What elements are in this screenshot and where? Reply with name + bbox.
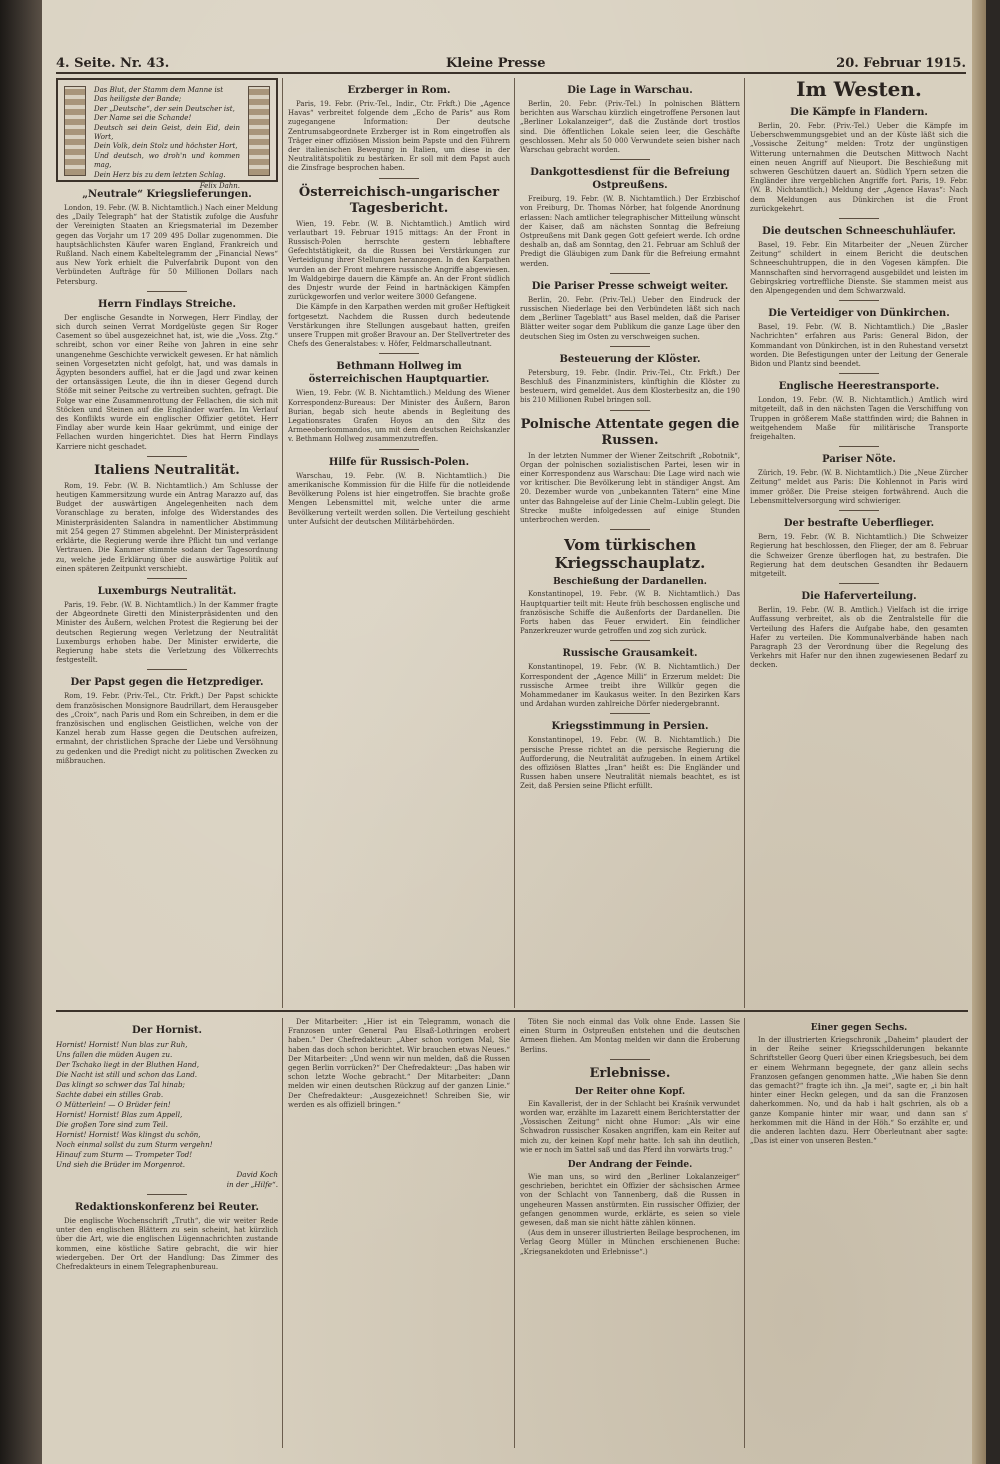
article-text: Zürich, 19. Febr. (W. B. Nichtamtlich.) Die „Neue Zürcher Zeitung“ meldet aus Paris: Die Kohlennot in Paris wird immer größer. Die Preise steigen fortwährend. Auch die Lebensmittelversorgung wird schwieriger. (750, 469, 968, 505)
poem-box (56, 78, 278, 191)
masthead: Kleine Presse (446, 56, 546, 71)
article-text: Der Mitarbeiter: „Hier ist ein Telegramm, wonach die Franzosen unter General Pau Elsaß-Lothringen erobert haben.“ Der Chefredakteur: „Aber schon vorigen Mal, Sie haben das doch schon berichtet. Wir brauchen etwas Neues.“ Der Mitarbeiter: „Und wenn wir nun melden, daß die Russen gegen Berlin vorrücken?“ Der Chefredakteur: „Das haben wir schon letzte Woche gebracht.“ Der Mitarbeiter: „Dann melden wir einen deutschen Rückzug auf der ganzen Linie.“ Der Chefredakteur: „Ausgezeichnet! Schreiben Sie, wir werden es als offiziell bringen.“ (288, 1018, 510, 1109)
article-title: Der Papst gegen die Hetzprediger. (70, 677, 264, 689)
article-text: Konstantinopel, 19. Febr. (W. B. Nichtamtlich.) Die persische Presse richtet an die persische Regierung die Aufforderung, die Neutralität aufzugeben. In einem Artikel des offiziösen Blattes „Iran“ heißt es: Die Engländer und Russen haben unsere Neutralität niemals beachtet, es ist Zeit, daß Persien seine Pflicht erfüllt. (520, 736, 740, 791)
separator (610, 1059, 650, 1060)
newspaper-page (42, 0, 986, 1464)
article-text: Bern, 19. Febr. (W. B. Nichtamtlich.) Die Schweizer Regierung hat beschlossen, den Flieger, der am 8. Februar die Schweizer Grenze überflogen hat, zu bestrafen. Die Regierung hat dem deutschen Gesandten ihr Bedauern mitgeteilt. (750, 533, 968, 578)
separator (610, 410, 650, 411)
poem-line: Sachte dabei ein stilles Grab. (56, 1090, 164, 1099)
column-rule (282, 78, 283, 1008)
separator (379, 353, 419, 354)
article-text: Rom, 19. Febr. (W. B. Nichtamtlich.) Am Schlusse der heutigen Kammersitzung wurde ein Antrag Marazzo auf, das Budget der auswärtigen Angelegenheiten nach dem Voranschlage zu beraten, infolge des Widerstandes des Ministerpräsidenten Salandra in namentlicher Abstimmung mit 254 gegen 27 Stimmen abgelehnt. Der Ministerpräsident erklärte, die Regierung werde ihre Pflicht tun und verlange Vertrauen. Die Kammer stimmte sodann der Tagesordnung zu, welche jede Erklärung über die auswärtige Politik auf einen späteren Zeitpunkt verschiebt. (56, 481, 278, 573)
article-text: Freiburg, 19. Febr. (W. B. Nichtamtlich.) Der Erzbischof von Freiburg, Dr. Thomas Nörber, hat folgende Anordnung erlassen: Nach amtlicher telegraphischer Mitteilung wünscht der Kaiser, daß am nächsten Sonntag die Befreiung Ostpreußens mit Dank gegen Gott gefeiert werde. Ich ordne deshalb an, daß am Sonntag, den 21. Februar am Schluß der Predigt die Gläubigen zum Dank für die Befreiung ermahnt werden. (520, 195, 740, 268)
article-title: Die Pariser Presse schweigt weiter. (531, 280, 729, 292)
article-text: Berlin, 20. Febr. (Priv.-Tel.) Ueber den Eindruck der russischen Niederlage bei den Verbündeten läßt sich nach dem „Berliner Tageblatt“ aus Basel melden, daß die Pariser Blätter weiter sogar dem Publikum die ganze Lage über den deutschen Sieg im Osten zu verschweigen suchen. (520, 295, 740, 341)
separator (147, 578, 187, 579)
poem-line: Hornist! Hornist! Was klingst du schön, (56, 1130, 201, 1139)
poem-line: Hornist! Hornist! Blas zum Appell, (56, 1110, 183, 1119)
separator (379, 449, 419, 450)
column-rule (744, 78, 745, 1008)
poem-line: Deutsch sei dein Geist, dein Eid, dein Wort, (94, 123, 240, 142)
poem-line: Dein Herz bis zu dem letzten Schlag. (94, 170, 226, 179)
article-text: Berlin, 20. Febr. (Priv.-Tel.) In polnischen Blättern berichten aus Warschau kürzlich eingetroffene Personen laut „Berliner Lokalanzeiger“, daß die Zustände dort trostlos sind. Die öffentlichen Lokale seien leer, die Geschäfte geschlossen. Mehr als 50 000 Verwundete seien bisher nach Warschau gebracht worden. (520, 100, 740, 155)
separator (610, 713, 650, 714)
poem-source: in der „Hilfe“. (226, 1180, 278, 1189)
article-title: Einer gegen Sechs. (810, 1023, 908, 1033)
article-text: Wien, 19. Febr. (W. B. Nichtamtlich.) Amtlich wird verlautbart 19. Februar 1915 mittags: An der Front in Russisch-Polen herrschte gestern lebhaftere Gefechtstätigkeit, da die Russen bei Verstärkungen zur Verteidigung ihrer Stellungen heranzogen. In den Karpathen wurden an der Front mehrere russische Angriffe abgewiesen. Im Waldgebirge dauern die Kämpfe an. An der Front südlich des Dnjestr wurde der Feind in hartnäckigen Kämpfen zurückgeworfen und verlor weitere 3000 Gefangene. (288, 219, 510, 302)
column-rule (514, 78, 515, 1008)
article-subtitle: Beschießung der Dardanellen. (553, 577, 707, 588)
poem-line: Der Name sei die Schande! (94, 114, 192, 123)
column-2 (288, 78, 510, 1008)
poem-line: Das Blut, der Stamm dem Manne ist (94, 86, 224, 94)
article-title: Dankgottesdienst für die Befreiung Ostpreußens. (530, 167, 730, 192)
article-title: „Neutrale“ Kriegslieferungen. (82, 189, 252, 200)
page-number: 4. Seite. Nr. 43. (56, 56, 170, 71)
article-title: Kriegsstimmung in Persien. (551, 721, 709, 733)
article-text: Basel, 19. Febr. Ein Mitarbeiter der „Neuen Zürcher Zeitung“ schildert in einem Bericht die deutschen Schneeschuhtruppen, die in den Vogesen kämpfen. Die Mannschaften sind hervorragend ausgebildet und leisten im Gebirgskrieg vortreffliche Dienste. Sie stammen meist aus den Alpengegenden und dem Schwarzwald. (750, 241, 968, 296)
ornament-left (64, 86, 86, 176)
page-header (56, 56, 966, 74)
separator (147, 669, 187, 670)
article-text: Ein Kavallerist, der in der Schlacht bei Kraśnik verwundet worden war, erzählte im Lazarett einem Berichterstatter der „Vossischen Zeitung“ nicht ohne Humor: „Als wir eine Schwadron russischer Kosaken angriffen, kam ein Reiter auf mich zu, der keinen Kopf mehr hatte. Ich sah ihn deutlich, wie er noch im Sattel saß und das Pferd ihn vorwärts trug.“ (520, 1099, 740, 1154)
article-text: Paris, 19. Febr. (W. B. Nichtamtlich.) In der Kammer fragte der Abgeordnete Giretti den Ministerpräsidenten und den Minister des Äußern, welchen Protest die Regierung bei der deutschen Regierung wegen Verletzung der Neutralität Luxemburgs erhoben habe. Der Minister erwiderte, die Regierung habe stets die Verletzung des Völkerrechts festgestellt. (56, 600, 278, 665)
poem-line: Uns fallen die müden Augen zu. (56, 1050, 173, 1059)
article-text: Konstantinopel, 19. Febr. (W. B. Nichtamtlich.) Der Korrespondent der „Agence Milli“ in Erzerum meldet: Die russische Armee treibt ihre Willkür gegen die Mohammedaner im Kaukasus weiter. In den Bezirken Kars und Ardahan wurden zahlreiche Dörfer niedergebrannt. (520, 663, 740, 709)
article-title: Pariser Nöte. (822, 454, 896, 466)
article-title: Italiens Neutralität. (94, 462, 240, 478)
article-title: Erlebnisse. (589, 1065, 671, 1081)
column-1 (56, 78, 278, 1008)
separator (147, 291, 187, 292)
separator (839, 446, 879, 447)
poem-line: Hinauf zum Sturm — Trompeter Tod! (56, 1150, 193, 1159)
article-text: Berlin, 20. Febr. (Priv.-Tel.) Ueber die Kämpfe im Ueberschwemmungsgebiet und an der Küste läßt sich die „Vossische Zeitung“ melden: Trotz der ungünstigen Witterung unternahmen die Deutschen Mittwoch Nacht einen neuen Angriff auf Nieuport. Die Beschießung mit schweren Geschützen dauert an. Südlich Ypern setzen die Engländer ihre vergeblichen Angriffe fort. Paris, 19. Febr. (W. B. Nichtamtlich.) Meldung der „Agence Havas“: Nach dem Meldungen aus Dünkirchen ist die Front zurückgekehrt. (750, 122, 968, 213)
page-edge (972, 0, 986, 1464)
article-text: Der englische Gesandte in Norwegen, Herr Findlay, der sich durch seinen Verrat Mordgelüste gegen Sir Roger Casement so übel ausgezeichnet hat, ist, wie die „Voss. Ztg.“ schreibt, schon vor einer Reihe von Jahren in eine sehr unangenehme Geschichte verwickelt gewesen. Er hat nämlich seinen Vorgesetzten nicht gefolgt, hat, und was damals in Ägypten besonders auffiel, hat er die Jagd und zwar keinen der ortansässigen Leute, die ihn in dieser Gegend durch Stöße mit seiner Peitsche zu vertreiben suchten, gefragt. Die Folge war eine Zusammenrottung der Fellachen, die sich mit Stöcken und Steinen auf die Engländer warfen. Im Verlauf des Konflikts wurde ein englischer Offizier getötet. Herr Findlay aber wurde kein Haar gekrümmt, und einige der Fellachen wurden hingerichtet. Dies hat Herrn Findlays Karriere nicht geschadet. (56, 313, 278, 451)
feuilleton-column-1 (56, 1018, 278, 1448)
feuilleton-column-4 (750, 1018, 968, 1448)
section-divider (56, 1010, 968, 1012)
separator (379, 178, 419, 179)
separator (610, 640, 650, 641)
separator (147, 1194, 187, 1195)
article-text: Paris, 19. Febr. (Priv.-Tel., Indir., Ctr. Frkft.) Die „Agence Havas“ verbreitet folgende dem „Echo de Paris“ aus Rom zugegangene Information: Der deutsche Zentrumsabgeordnete Erzberger ist in Rom eingetroffen als Träger einer offiziösen Mission beim Papste und den Führern der italienischen Bewegung in Italien, um diese in der Neutralitätspolitik zu bestärken. Er soll mit dem Papst auch die Zinsfrage besprochen haben. (288, 100, 510, 173)
article-title: Die deutschen Schneeschuhläufer. (762, 226, 956, 238)
poem-line: Die Nacht ist still und schon das Land. (56, 1070, 198, 1079)
article-text: Wien, 19. Febr. (W. B. Nichtamtlich.) Meldung des Wiener Korrespondenz-Bureaus: Der Minister des Äußern, Baron Burian, begab sich heute abends in Begleitung des Legationsrates Grafen Hoyos an den Sitz des Armeeoberkommandos, um mit dem deutschen Reichskanzler v. Bethmann Hollweg zusammenzutreffen. (288, 389, 510, 444)
article-note: (Aus dem in unserer illustrierten Beilage besprochenen, im Verlag Georg Müller in München erschienenen Buche: „Kriegsanekdoten und Erlebnisse“.) (520, 1229, 740, 1256)
separator (839, 510, 879, 511)
article-title: Die Verteidiger von Dünkirchen. (768, 308, 950, 320)
poem-title: Der Hornist. (132, 1025, 202, 1036)
article-title: Polnische Attentate gegen die Russen. (520, 416, 740, 448)
poem-line: Und sieh die Brüder im Morgenrot. (56, 1160, 186, 1169)
article-title: Herrn Findlays Streiche. (98, 298, 236, 310)
article-text: In der letzten Nummer der Wiener Zeitschrift „Robotnik“, Organ der polnischen sozialistischen Partei, lesen wir in einer Korrespondenz aus Warschau: Die Lage wird nach wie vor kritischer. Die Bevölkerung lebt in ständiger Angst. Am 20. Dezember wurde von „unbekannten Tätern“ eine Mine unter das Bahngeleise auf der Linie Chelm–Lublin gelegt. Die Strecke mußte infolgedessen auf einige Stunden unterbrochen werden. (520, 451, 740, 525)
separator (610, 273, 650, 274)
article-title: Besteuerung der Klöster. (559, 353, 701, 365)
poem-line: Hornist! Hornist! Nun blas zur Ruh, (56, 1040, 188, 1049)
article-text: Basel, 19. Febr. (W. B. Nichtamtlich.) Die „Basler Nachrichten“ erfahren aus Paris: General Bidon, der Kommandant von Dünkirchen, ist in den Ruhestand versetzt worden. Die Befestigungen unter der Leitung der Generale Bidon und Plantz sind beendet. (750, 323, 968, 369)
separator (839, 218, 879, 219)
article-title: Redaktionskonferenz bei Reuter. (74, 1202, 260, 1213)
article-title: Österreichisch-ungarischer Tagesbericht. (298, 184, 500, 216)
poem-line: O Mütterlein! — O Brüder fein! (56, 1100, 171, 1109)
poem-line: Noch einmal sollst du zum Sturm vergehn! (56, 1140, 213, 1149)
article-title: Luxemburgs Neutralität. (97, 585, 237, 597)
article-text: In der illustrierten Kriegschronik „Daheim“ plaudert der in der Reihe seiner Kriegsschilderungen bekannte Schriftsteller Georg Queri über einen Kriegsbesuch, bei dem er einem Wehrmann begegnete, der ganz allein sechs Franzosen gefangen genommen hatte. „Wie haben Sie denn das gemacht?“ fragte ich ihn. „Ja mei“, sagte er, „i bin halt hinter einer Heckn gelegen, und da san die Franzosen daherkommen. No, und da hab i halt gschrien, als ob a ganze Kompanie hinter mir waar, und dann san s' herkommen mit die Händ in der Höh.“ So erzählte er, und die anderen lachten dazu. Herr Oberleutnant aber sagte: „Das ist einer von unseren Besten.“ (750, 1036, 968, 1146)
poem-line: Das heiligste der Bande; (94, 95, 182, 104)
article-title: Bethmann Hollweg im österreichischen Hauptquartier. (308, 361, 490, 386)
section-title: Vom türkischen Kriegsschauplatz. (554, 536, 706, 573)
poem-line: Der Tschako liegt in der Bluthen Hand, (56, 1060, 199, 1069)
feuilleton-column-3 (520, 1018, 740, 1448)
column-rule (282, 1018, 283, 1448)
poem-author: Felix Dahn. (199, 182, 240, 191)
article-text: Wie man uns, so wird den „Berliner Lokalanzeiger“ geschrieben, berichtet ein Offizier der sächsischen Armee von der Schlacht von Tannenberg, daß die Russen in ungeheuren Massen anstürmten. Ein russischer Offizier, der gefangen genommen wurde, erklärte, es seien so viele gewesen, daß man sie nicht hätte zählen können. (520, 1173, 740, 1228)
article-title: Hilfe für Russisch-Polen. (328, 456, 470, 468)
column-4 (750, 78, 968, 1008)
poem (56, 1040, 278, 1190)
column-rule (514, 1018, 515, 1448)
column-3 (520, 78, 740, 1008)
separator (839, 373, 879, 374)
article-text: London, 19. Febr. (W. B. Nichtamtlich.) Amtlich wird mitgeteilt, daß in den nächsten Tagen die Verschiffung von Truppen in größerem Maße stattfinden wird; die Bahnen in weitgehendem Maße für militärische Transporte freigehalten. (750, 396, 968, 442)
article-title: Russische Grausamkeit. (562, 648, 698, 660)
article-text: Die englische Wochenschrift „Truth“, die wir weiter Rede unter den englischen Blättern zu sein scheint, hat kürzlich über die Art, wie die englischen Lügennachrichten zustande kommen, eine köstliche Satire gebracht, die wir hier wiedergeben. Der Ort der Handlung: Das Zimmer des Chefredakteurs in einem Telegraphenbureau. (56, 1217, 278, 1272)
article-subtitle: Der Reiter ohne Kopf. (574, 1086, 686, 1097)
feuilleton-column-2 (288, 1018, 510, 1448)
poem-line: Der „Deutsche“, der sein Deutscher ist, (94, 104, 235, 113)
separator (147, 456, 187, 457)
article-title: Die Haferverteilung. (801, 591, 917, 603)
article-text: Berlin, 19. Febr. (W. B. Amtlich.) Vielfach ist die irrige Auffassung verbreitet, als ob die Zentralstelle für die Verteilung des Hafers die Aufgabe habe, den gesamten Hafer zu verteilen. Die Kommunalverbände haben nach Paragraph 23 der Verordnung über die Regelung des Verkehrs mit Hafer nur den ihnen zugewiesenen Bedarf zu decken. (750, 606, 968, 670)
article-text: Die Kämpfe in den Karpathen werden mit großer Heftigkeit fortgesetzt. Nachdem die Russen durch bedeutende Verstärkungen ihre Stellungen ausgebaut hatten, greifen unsere Truppen mit großer Bravour an. Der Stellvertreter des Chefs des Generalstabes: v. Höfer, Feldmarschalleutnant. (288, 303, 510, 349)
issue-date: 20. Februar 1915. (836, 56, 966, 71)
article-text: Töten Sie noch einmal das Volk ohne Ende. Lassen Sie einen Sturm in Ostpreußen entstehen und die deutschen Armeen fliehen. Am Montag melden wir dann die Eroberung Berlins. (520, 1018, 740, 1054)
ornament-right (248, 86, 270, 176)
article-text: London, 19. Febr. (W. B. Nichtamtlich.) Nach einer Meldung des „Daily Telegraph“ hat der Statistik zufolge die Ausfuhr der Vereinigten Staaten an Kriegsmaterial im Dezember gegen das Vorjahr um 17 209 495 Dollar zugenommen. Die hauptsächlichsten Käufer waren England, Frankreich und Rußland. Nach einem Kabeltelegramm der „Financial News“ aus New York erhielt die Pulverfabrik Dupont von den Verbündeten Aufträge für 50 Millionen Dollars nach Petersburg. (56, 204, 278, 286)
poem-author: David Koch (236, 1170, 278, 1179)
article-title: Die Kämpfe in Flandern. (790, 107, 928, 118)
separator (610, 529, 650, 530)
article-title: Erzberger in Rom. (347, 85, 451, 96)
article-title: Englische Heerestransporte. (778, 381, 940, 393)
article-title: Der bestrafte Ueberflieger. (783, 518, 935, 530)
separator (610, 346, 650, 347)
poem-line: Und deutsch, wo droh'n und kommen mag, (94, 151, 240, 170)
article-title: Die Lage in Warschau. (567, 85, 693, 96)
separator (610, 159, 650, 160)
book-binding (0, 0, 42, 1464)
poem-line: Dein Volk, dein Stolz und höchster Hort, (94, 142, 238, 151)
poem (94, 86, 240, 191)
separator (839, 300, 879, 301)
separator (839, 583, 879, 584)
article-subtitle: Der Andrang der Feinde. (567, 1160, 693, 1171)
article-text: Rom, 19. Febr. (Priv.-Tel., Ctr. Frkft.) Der Papst schickte dem französischen Monsignore Baudrillart, dem Herausgeber des „Croix“, nach Paris und Rom ein Schreiben, in dem er die französischen und englischen Geistlichen, welche von der Kanzel herab zum Hasse gegen die Deutschen aufreizen, ermahnt, der christlichen Sprache der Liebe und Versöhnung zu gedenken und die Predigt nicht zu politischen Zwecken zu mißbrauchen. (56, 692, 278, 765)
section-title: Im Westen. (796, 78, 922, 101)
poem-line: Das klingt so schwer das Tal hinab; (56, 1080, 185, 1089)
poem-line: Die großen Tore sind zum Teil. (56, 1120, 168, 1129)
article-text: Konstantinopel, 19. Febr. (W. B. Nichtamtlich.) Das Hauptquartier teilt mit: Heute früh beschossen englische und französische Schiffe die Außenforts der Dardanellen. Die Forts haben das Feuer erwidert. Ein feindlicher Panzerkreuzer wurde getroffen und zog sich zurück. (520, 590, 740, 636)
column-rule (744, 1018, 745, 1448)
article-text: Petersburg, 19. Febr. (Indir. Priv.-Tel., Ctr. Frkft.) Der Beschluß des Finanzministers, künftighin die Klöster zu besteuern, wird gemeldet. Aus dem Klosterbesitz an, die 190 bis 210 Millionen Rubel bringen soll. (520, 368, 740, 405)
article-text: Warschau, 19. Febr. (W. B. Nichtamtlich.) Die amerikanische Kommission für die Hilfe für die notleidende Bevölkerung Polens ist hier eingetroffen. Sie brachte große Mengen Lebensmittel mit, welche unter die arme Bevölkerung verteilt werden sollen. Die Verteilung geschieht unter Aufsicht der deutschen Militärbehörden. (288, 471, 510, 526)
